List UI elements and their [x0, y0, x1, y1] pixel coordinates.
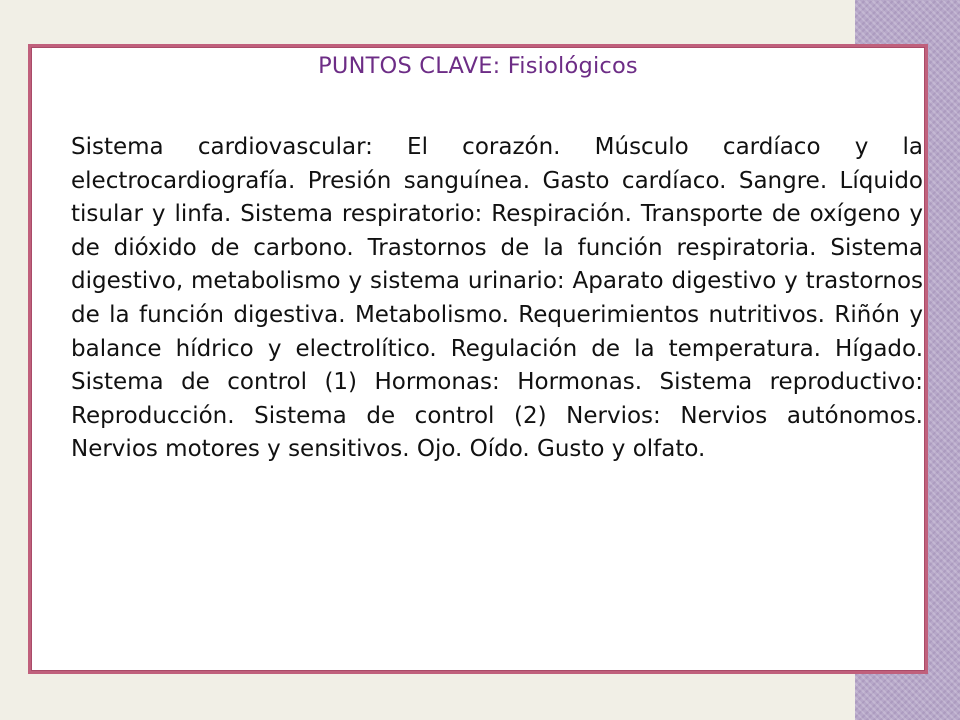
- slide-body-text: Sistema cardiovascular: El corazón. Músculo cardíaco y la electrocardiografía. Presión sanguínea. Gasto cardíaco. Sangre. Líquido tisular y linfa. Sistema respiratorio: Respiración. Transporte de oxígeno y de dióxido de carbono. Trastornos de la función respiratoria. Sistema digestivo, metabolismo y sistema urinario: Aparato digestivo y trastornos de la función digestiva. Metabolismo. Requerimientos nutritivos. Riñón y balance hídrico y electrolítico. Regulación de la temperatura. Hígado. Sistema de control (1) Hormonas: Hormonas. Sistema reproductivo: Reproducción. Sistema de control (2) Nervios: Nervios autónomos. Nervios motores y sensitivos. Ojo. Oído. Gusto y olfato.: [71, 134, 923, 463]
- slide-title: PUNTOS CLAVE: Fisiológicos: [318, 53, 638, 79]
- slide-content-panel: [28, 44, 928, 674]
